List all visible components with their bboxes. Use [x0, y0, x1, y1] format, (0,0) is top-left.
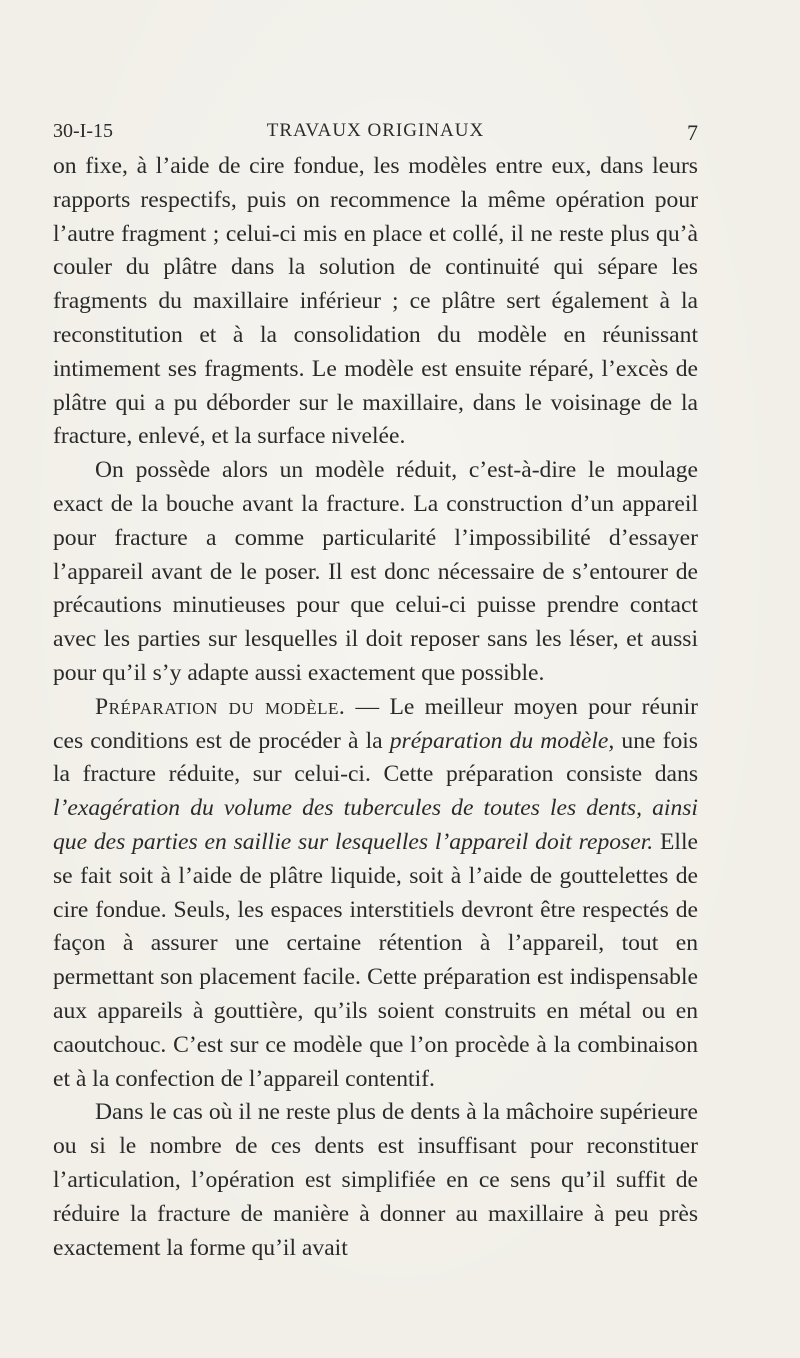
paragraph-3-text-a: — Le meilleur moyen pour réunir ces conditions est de procéder à la: [53, 693, 699, 754]
paragraph-1-text: on fixe, à l’aide de cire fondue, les modèles entre eux, dans leurs rapports respectifs, puis on recommence la même opération pour l’autre fragment ; celui-ci mis en place et collé, il ne reste plus qu’à couler du plâtre dans la solution de continuité qui sépare les fragments du maxillaire inférieur ; ce plâtre sert également à la reconstitution et à la consolidation du modèle en réunissant intimement ses fragments. Le modèle est ensuite réparé, l’excès de plâtre qui a pu déborder sur le maxillaire, dans le voisinage de la fracture, enlevé, et la surface nivelée.: [53, 153, 698, 450]
paragraph-1: [53, 150, 698, 454]
page-number: 7: [687, 120, 698, 145]
paragraph-4: [53, 1096, 698, 1265]
paragraph-3-text-c: Elle se fait soit à l’aide de plâtre liquide, soit à l’aide de gouttelettes de cire fondue. Seuls, les espaces interstitiels devront être respectés de façon à assurer une certaine rétention à l’appareil, tout en permettant son placement facile. Cette préparation est indispensable aux appareils à gouttière, qu’ils soient construits en métal ou en caoutchouc. C’est sur ce modèle que l’on procède à la combinaison et à la confection de l’appareil contentif.: [53, 828, 698, 1092]
paragraph-2: [53, 454, 698, 691]
paragraph-3: [53, 691, 698, 1097]
header-date: 30-I-15: [53, 120, 113, 142]
running-header: [53, 120, 698, 150]
body-text: [53, 150, 698, 1265]
paragraph-3-text-b: une fois la fracture réduite, sur celui-ci. Cette préparation consiste dans: [53, 727, 698, 788]
paragraph-2-text: On possède alors un modèle réduit, c’est-à-dire le moulage exact de la bouche avant la fracture. La construction d’un appareil pour fracture a comme particularité l’impossibilité d’essayer l’appareil avant de le poser. Il est donc nécessaire de s’entourer de précautions minutieuses pour que celui-ci puisse prendre contact avec les parties sur lesquelles il doit reposer sans les léser, et aussi pour qu’il s’y adapte aussi exactement que possible.: [53, 457, 698, 686]
section-heading: Préparation du modèle.: [95, 693, 346, 720]
header-title: TRAVAUX ORIGINAUX: [266, 120, 485, 141]
italic-term-preparation: préparation du modèle,: [389, 727, 615, 754]
paragraph-4-text: Dans le cas où il ne reste plus de dents à la mâchoire supérieure ou si le nombre de ces dents est insuffisant pour reconstituer l’articulation, l’opération est simplifiée en ce sens qu’il suffit de réduire la fracture de manière à donner au maxillaire à peu près exactement la forme qu’il avait: [53, 1099, 698, 1261]
italic-definition: l’exagération du volume des tubercules de toutes les dents, ainsi que des parties en saillie sur lesquelles l’appareil doit reposer.: [53, 795, 698, 855]
